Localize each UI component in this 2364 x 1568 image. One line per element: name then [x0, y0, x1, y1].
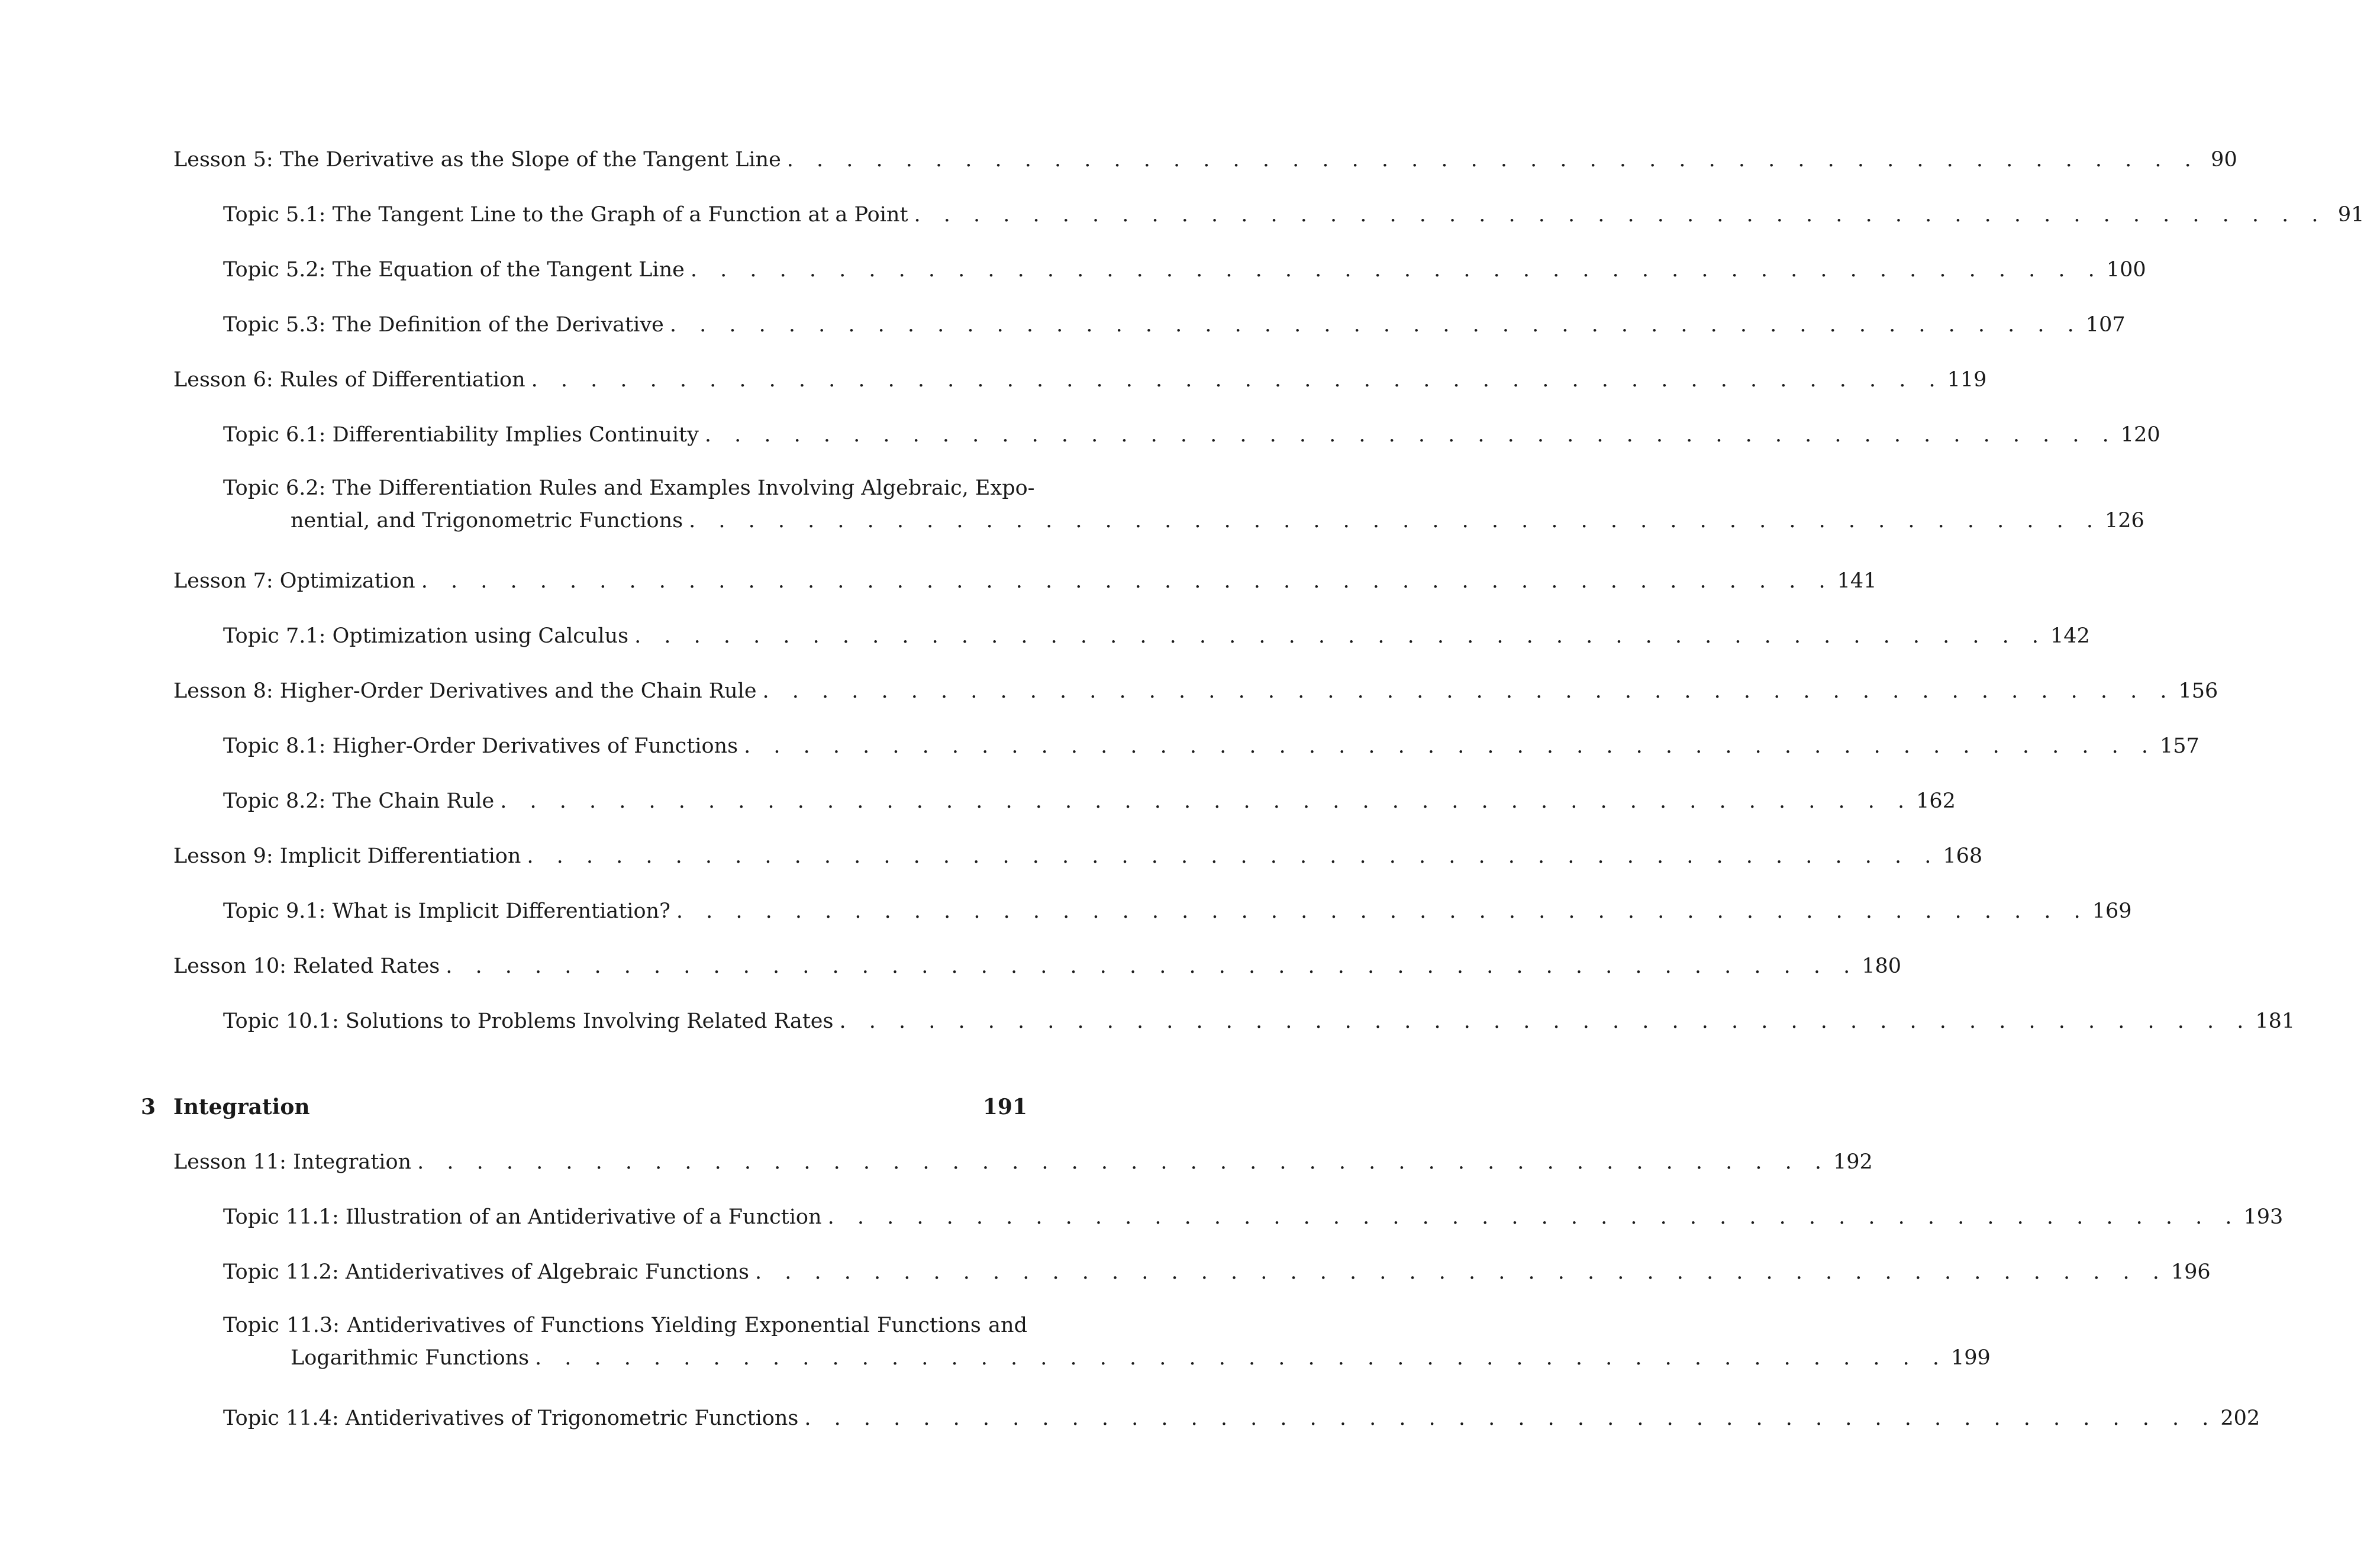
toc-entry-topic-8-1 — [223, 724, 2199, 759]
toc-entry-page: 90 — [2211, 148, 2237, 172]
toc-entry-title-line-2: nential, and Trigonometric Functions — [291, 509, 683, 533]
toc-chapter-heading — [141, 1084, 1027, 1119]
dot-leader: . . . . . . . . . . . . . . . . . . . . . . . . . . . . . . . . . . . . . . . . . . . . . . . . — [744, 734, 2156, 758]
toc-entry-title: Topic 11.4: Antiderivatives of Trigonometric Functions — [223, 1405, 804, 1431]
toc-entry-lesson-8 — [173, 669, 2218, 704]
dot-leader: . . . . . . . . . . . . . . . . . . . . . . . . . . . . . . . . . . . . . . . . . . . . . . . . — [421, 569, 1834, 593]
toc-entry-title-line-1: Topic 6.2: The Differentiation Rules and Examples Involving Algebraic, Expo- — [223, 476, 1035, 500]
toc-entry-lesson-6 — [173, 357, 1987, 393]
dot-leader: . . . . . . . . . . . . . . . . . . . . . . . . . . . . . . . . . . . . . . . . . . . . . . . . — [531, 368, 1944, 392]
toc-entry-title: Lesson 8: Higher-Order Derivatives and the Chain Rule — [173, 678, 763, 704]
toc-entry-title: Lesson 7: Optimization — [173, 568, 421, 594]
toc-entry-page: 180 — [1862, 954, 1902, 978]
toc-entry-title: Topic 11.1: Illustration of an Antiderivative of a Function — [223, 1204, 828, 1230]
toc-entry-topic-11-4 — [223, 1396, 2260, 1431]
toc-entry-page: 193 — [2243, 1205, 2284, 1229]
toc-entry-page: 196 — [2171, 1260, 2211, 1284]
toc-entry-page: 107 — [2085, 313, 2126, 337]
toc-entry-page: 142 — [2050, 624, 2090, 648]
toc-entry-title: Lesson 11: Integration — [173, 1149, 417, 1175]
dot-leader: . . . . . . . . . . . . . . . . . . . . . . . . . . . . . . . . . . . . . . . . . . . . . . . . — [417, 1150, 1830, 1174]
chapter-title: Integration — [173, 1095, 310, 1119]
dot-leader: . . . . . . . . . . . . . . . . . . . . . . . . . . . . . . . . . . . . . . . . . . . . . . . . — [500, 789, 1913, 813]
dot-leader: . . . . . . . . . . . . . . . . . . . . . . . . . . . . . . . . . . . . . . . . . . . . . . . . — [690, 258, 2103, 282]
toc-entry-topic-5-1 — [223, 192, 2364, 228]
toc-entry-title: Lesson 5: The Derivative as the Slope of the Tangent Line — [173, 147, 787, 173]
toc-entry-page: 156 — [2178, 679, 2218, 703]
dot-leader: . . . . . . . . . . . . . . . . . . . . . . . . . . . . . . . . . . . . . . . . . . . . . . . . — [704, 423, 2117, 447]
toc-entry-title: Topic 7.1: Optimization using Calculus — [223, 623, 634, 649]
dot-leader: . . . . . . . . . . . . . . . . . . . . . . . . . . . . . . . . . . . . . . . . . . . . . . . . — [762, 679, 2175, 703]
dot-leader: . . . . . . . . . . . . . . . . . . . . . . . . . . . . . . . . . . . . . . . . . . . . . . . . — [634, 624, 2047, 648]
toc-entry-page: 91 — [2337, 203, 2364, 227]
dot-leader: . . . . . . . . . . . . . . . . . . . . . . . . . . . . . . . . . . . . . . . . . . . . . . . . — [669, 313, 2082, 337]
toc-entry-page: 120 — [2120, 423, 2160, 447]
toc-entry-page: 169 — [2092, 899, 2132, 923]
toc-entry-topic-10-1 — [223, 999, 2295, 1034]
toc-entry-title: Topic 8.2: The Chain Rule — [223, 788, 500, 814]
dot-leader: . . . . . . . . . . . . . . . . . . . . . . . . . . . . . . . . . . . . . . . . . . . . . . . . — [676, 899, 2089, 923]
dot-leader: . . . . . . . . . . . . . . . . . . . . . . . . . . . . . . . . . . . . . . . . . . . . . . . . — [839, 1009, 2252, 1033]
toc-entry-title: Topic 5.1: The Tangent Line to the Graph of a Function at a Point — [223, 202, 914, 228]
toc-entry-lesson-11 — [173, 1140, 1873, 1175]
toc-entry-page: 162 — [1916, 789, 1956, 813]
toc-entry-topic-6-1 — [223, 412, 2160, 448]
toc-entry-title: Topic 5.3: The Definition of the Derivative — [223, 312, 670, 338]
dot-leader: . . . . . . . . . . . . . . . . . . . . . . . . . . . . . . . . . . . . . . . . . . . . . . . . — [914, 203, 2327, 227]
toc-entry-topic-7-1 — [223, 614, 2090, 649]
toc-entry-title: Lesson 6: Rules of Differentiation — [173, 367, 531, 393]
toc-entry-topic-9-1 — [223, 889, 2132, 924]
dot-leader: . . . . . . . . . . . . . . . . . . . . . . . . . . . . . . . . . . . . . . . . . . . . . . . . — [754, 1260, 2168, 1284]
toc-entry-title: Lesson 10: Related Rates — [173, 953, 446, 979]
toc-entry-topic-5-2 — [223, 247, 2146, 283]
toc-entry-lesson-7 — [173, 559, 1877, 594]
toc-entry-page: 100 — [2106, 258, 2146, 282]
toc-entry-page: 192 — [1833, 1150, 1873, 1174]
toc-entry-page: 126 — [2105, 509, 2144, 533]
toc-entry-continuation — [223, 505, 2144, 537]
toc-entry-lesson-10 — [173, 944, 1902, 979]
dot-leader: . . . . . . . . . . . . . . . . . . . . . . . . . . . . . . . . . . . . . . . . . . . . . . . . — [527, 844, 1940, 868]
dot-leader: . . . . . . . . . . . . . . . . . . . . . . . . . . . . . . . . . . . . . . . . . . . . . . . . — [535, 1346, 1947, 1370]
toc-entry-lesson-5 — [173, 137, 2237, 173]
toc-entry-topic-6-2 — [223, 472, 2144, 537]
chapter-page: 191 — [982, 1095, 1027, 1119]
dot-leader: . . . . . . . . . . . . . . . . . . . . . . . . . . . . . . . . . . . . . . . . . . . . . . . . — [689, 509, 2102, 533]
toc-entry-page: 202 — [2220, 1406, 2260, 1430]
toc-entry-title: Topic 9.1: What is Implicit Differentiation? — [223, 898, 676, 924]
toc-entry-title: Topic 6.1: Differentiability Implies Continuity — [223, 422, 705, 448]
dot-leader: . . . . . . . . . . . . . . . . . . . . . . . . . . . . . . . . . . . . . . . . . . . . . . . . — [827, 1205, 2240, 1229]
toc-entry-title: Lesson 9: Implicit Differentiation — [173, 843, 527, 869]
dot-leader: . . . . . . . . . . . . . . . . . . . . . . . . . . . . . . . . . . . . . . . . . . . . . . . . — [786, 148, 2199, 172]
toc-entry-topic-11-3 — [223, 1309, 1991, 1375]
toc-entry-topic-5-3 — [223, 302, 2126, 338]
toc-entry-title: Topic 10.1: Solutions to Problems Involving Related Rates — [223, 1008, 839, 1034]
toc-entry-title: Topic 11.2: Antiderivatives of Algebraic Functions — [223, 1259, 755, 1285]
toc-entry-title-line-2: Logarithmic Functions — [291, 1346, 530, 1370]
toc-entry-page: 141 — [1837, 569, 1877, 593]
toc-entry-continuation — [223, 1342, 1991, 1375]
chapter-number: 3 — [141, 1095, 156, 1119]
toc-entry-topic-11-2 — [223, 1250, 2211, 1285]
toc-entry-page: 168 — [1943, 844, 1983, 868]
dot-leader: . . . . . . . . . . . . . . . . . . . . . . . . . . . . . . . . . . . . . . . . . . . . . . . . — [804, 1406, 2217, 1430]
toc-entry-page: 199 — [1950, 1346, 1991, 1370]
toc-entry-page: 181 — [2255, 1009, 2295, 1033]
toc-entry-title: Topic 5.2: The Equation of the Tangent Line — [223, 257, 691, 283]
toc-entry-title: Topic 8.1: Higher-Order Derivatives of Functions — [223, 733, 744, 759]
toc-entry-lesson-9 — [173, 834, 1983, 869]
toc-entry-title-line-1: Topic 11.3: Antiderivatives of Functions Yielding Exponential Functions and — [223, 1314, 1027, 1337]
dot-leader: . . . . . . . . . . . . . . . . . . . . . . . . . . . . . . . . . . . . . . . . . . . . . . . . — [446, 954, 1859, 978]
toc-entry-page: 119 — [1947, 368, 1987, 392]
toc-entry-topic-11-1 — [223, 1195, 2284, 1230]
toc-entry-topic-8-2 — [223, 779, 1956, 814]
toc-entry-page: 157 — [2159, 734, 2199, 758]
